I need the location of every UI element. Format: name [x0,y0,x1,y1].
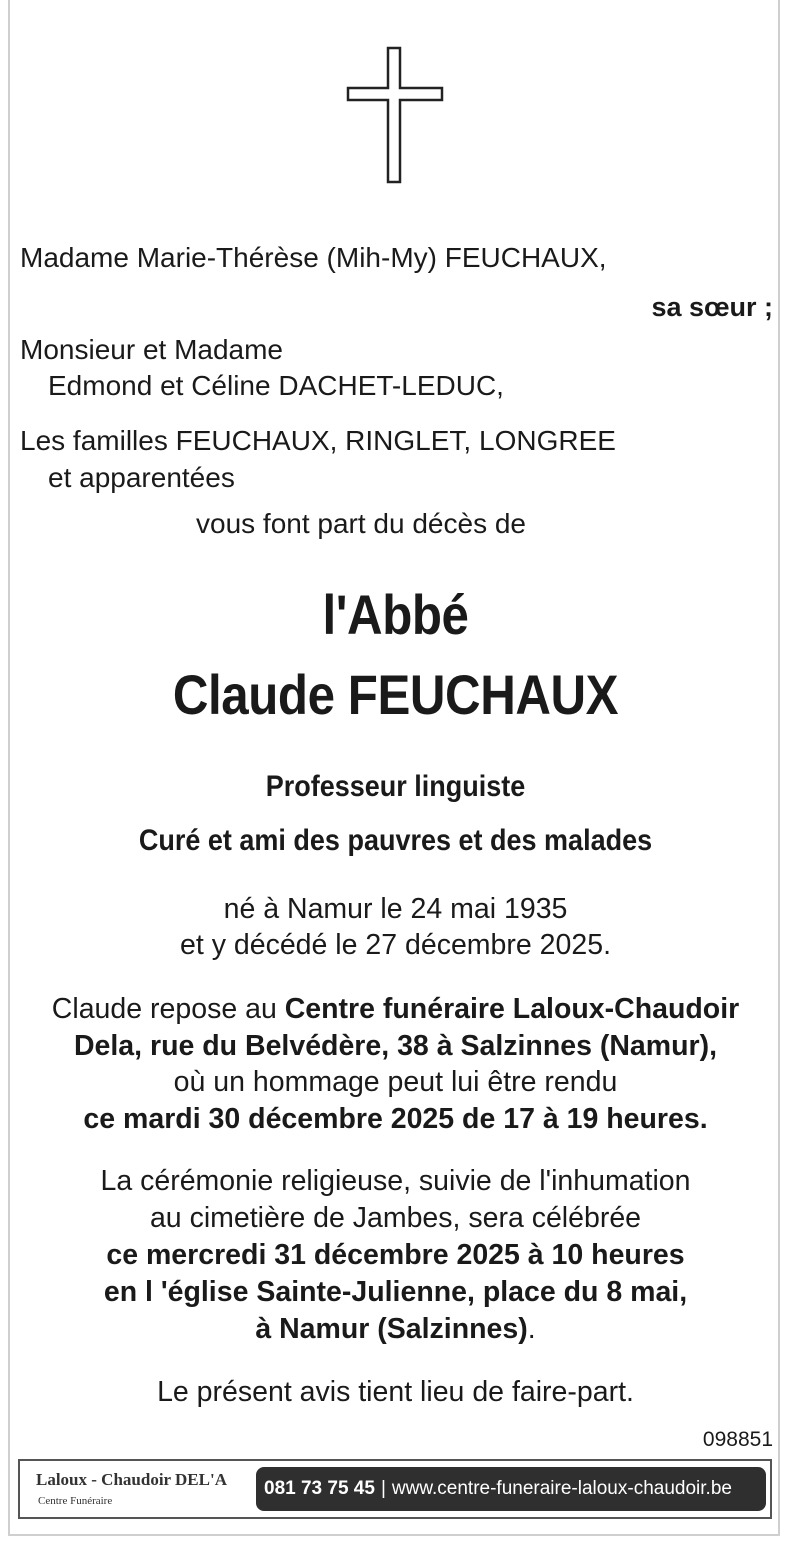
family-sister: Madame Marie-Thérèse (Mih-My) FEUCHAUX, [20,242,607,273]
brand-subtitle: Centre Funéraire [38,1495,113,1507]
tribute-text: où un hommage peut lui être rendu [173,1066,618,1098]
ceremony-city [0,1313,791,1346]
phone-number: 081 73 75 45 [264,1478,375,1499]
birth-date: né à Namur le 24 mai 1935 [223,893,568,925]
rest-prefix: Claude repose au [51,993,285,1025]
reference-number: 098851 [702,1428,773,1451]
deceased-name: Claude FEUCHAUX [172,663,619,726]
family-couple-title: Monsieur et Madame [20,334,284,365]
ceremony-time: ce mercredi 31 décembre 2025 à 10 heures [106,1239,685,1271]
contact-bar [256,1467,766,1511]
ceremony-city-name: à Namur (Salzinnes) [255,1313,528,1345]
family-families: Les familles FEUCHAUX, RINGLET, LONGREE [20,425,616,456]
family-couple-names: Edmond et Céline DACHET-LEDUC, [48,370,504,401]
cross-icon [346,46,444,184]
ceremony-city-end: . [527,1313,536,1345]
deceased-role-2: Curé et ami des pauvres et des malades [138,824,653,857]
ceremony-church: en l 'église Sainte-Julienne, place du 8 mai, [103,1276,688,1308]
family-related: et apparentées [48,462,235,493]
rest-line-1 [0,993,791,1026]
rest-place: Centre funéraire Laloux-Chaudoir [284,993,740,1025]
announce-text: vous font part du décès de [196,508,526,539]
family-sister-role: sa sœur ; [651,292,773,322]
rest-address: Dela, rue du Belvédère, 38 à Salzinnes (Namur), [73,1030,718,1062]
tribute-time: ce mardi 30 décembre 2025 de 17 à 19 heures. [83,1103,708,1135]
notice-text: Le présent avis tient lieu de faire-part. [157,1376,634,1408]
ceremony-line-2: au cimetière de Jambes, sera célébrée [149,1202,642,1234]
deceased-title: l'Abbé [322,583,469,646]
deceased-role-1: Professeur linguiste [265,770,526,803]
death-date: et y décédé le 27 décembre 2025. [180,929,611,961]
footer-banner [18,1459,772,1519]
website-link[interactable]: www.centre-funeraire-laloux-chaudoir.be [391,1478,732,1499]
brand-logo: Laloux - Chaudoir DEL'A [36,1470,227,1489]
ceremony-line-1: La cérémonie religieuse, suivie de l'inhumation [100,1165,691,1197]
contact-separator: | [380,1478,386,1499]
